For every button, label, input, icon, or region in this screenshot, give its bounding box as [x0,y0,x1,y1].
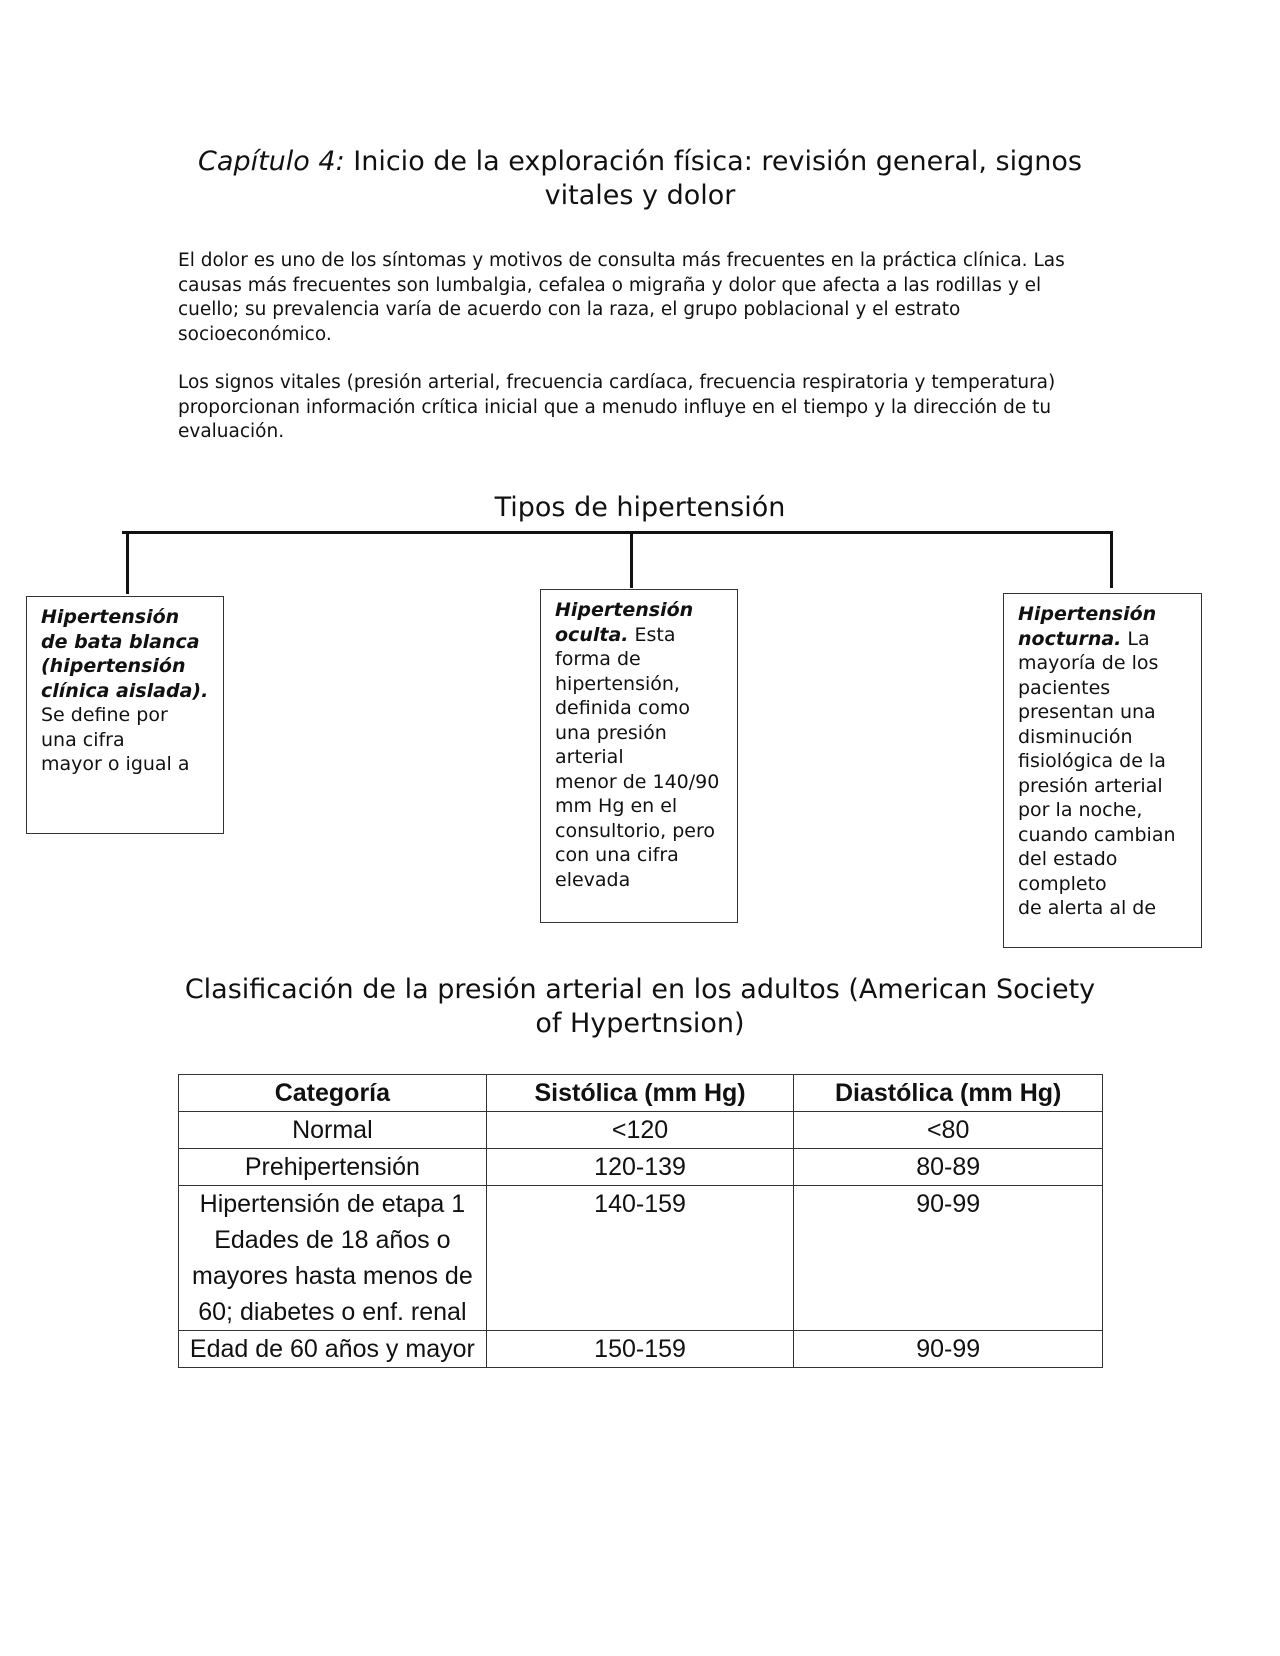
box-text: La mayoría de los pacientes presentan una disminución fisiológica de la presión arterial por la noche, cuando cambian del estado completo de alerta al de [1018,627,1176,919]
header-diastolic: Diastólica (mm Hg) [794,1075,1103,1112]
table-row [179,1112,1103,1149]
diagram-connector-right [1110,531,1113,588]
pain-paragraph: El dolor es uno de los síntomas y motivos de consulta más frecuentes en la práctica clínica. Las causas más frecuentes son lumbalgia, cefalea o migraña y dolor que afecta a las rodillas y el cuello; su prevalencia varía de acuerdo con la raza, el grupo poblacional y el estrato socioeconómico. [178,250,1065,345]
chapter-title-text: Inicio de la exploración física: revisión general, signos vitales y dolor [353,146,1082,211]
nocturnal-hypertension-box [1003,593,1202,948]
box-heading: Hipertensión nocturna. [1018,603,1157,650]
diastolic-cell: 80-89 [794,1149,1103,1186]
masked-hypertension-box [540,589,738,923]
diagram-connector-center [630,531,633,588]
systolic-cell: 120-139 [486,1149,794,1186]
diagram-connector-horizontal [122,531,1113,534]
systolic-cell: 150-159 [486,1331,794,1368]
category-cell: Hipertensión de etapa 1 Edades de 18 años o mayores hasta menos de 60; diabetes o enf. renal [179,1186,487,1331]
classification-title: Clasificación de la presión arterial en los adultos (American Society of Hypertnsion) [184,974,1096,1039]
diastolic-cell: <80 [794,1112,1103,1149]
category-cell: Normal [179,1112,487,1149]
blood-pressure-table [178,1074,1103,1368]
diagram-connector-left [126,531,129,594]
chapter-title [180,145,1100,213]
vital-signs-line-2: proporcionan información crítica inicial que a menudo influye en el tiempo y la dirección de tu evaluación. [178,396,1052,442]
vital-signs-line-1: Los signos vitales (presión arterial, frecuencia cardíaca, frecuencia respiratoria y temperatura) [178,372,1056,393]
header-systolic: Sistólica (mm Hg) [486,1075,794,1112]
table-header-row [179,1075,1103,1112]
box-text: Se define por una cifra mayor o igual a [41,704,190,775]
systolic-cell: <120 [486,1112,794,1149]
hypertension-types-title: Tipos de hipertensión [494,492,786,523]
table-row [179,1149,1103,1186]
table-row [179,1186,1103,1331]
systolic-cell: 140-159 [486,1186,794,1331]
chapter-label: Capítulo 4: [198,146,345,177]
box-heading: Hipertensión oculta. [555,599,694,646]
diastolic-cell: 90-99 [794,1186,1103,1331]
category-cell: Prehipertensión [179,1149,487,1186]
white-coat-hypertension-box [26,596,224,834]
table-row [179,1331,1103,1368]
vital-signs-paragraph [178,371,1098,445]
diastolic-cell: 90-99 [794,1331,1103,1368]
box-heading: Hipertensión de bata blanca (hipertensión clínica aislada). [41,606,209,702]
category-cell: Edad de 60 años y mayor [179,1331,487,1368]
header-category: Categoría [179,1075,487,1112]
box-text: Esta forma de hipertensión, definida como una presión arterial menor de 140/90 mm Hg en el consultorio, pero con una cifra elevada [555,623,720,891]
